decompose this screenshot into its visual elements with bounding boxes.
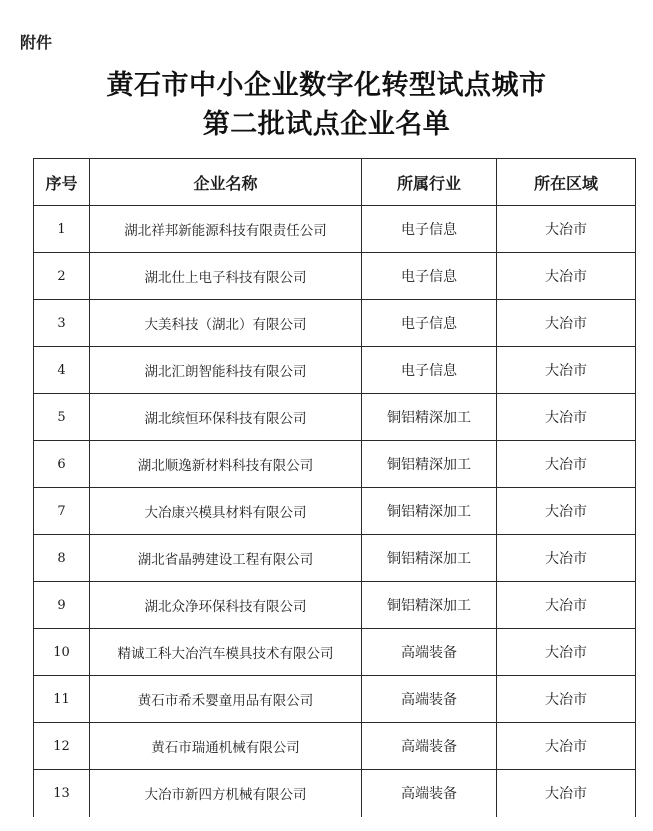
- cell-industry: 高端装备: [362, 629, 497, 676]
- cell-serial-number: 9: [34, 582, 90, 629]
- cell-serial-number: 6: [34, 441, 90, 488]
- header-region: 所在区域: [497, 159, 636, 206]
- table-row: [34, 535, 636, 582]
- cell-enterprise-name: 黄石市希禾婴童用品有限公司: [90, 676, 362, 723]
- cell-region: 大冶市: [497, 206, 636, 253]
- table-row: [34, 723, 636, 770]
- header-industry: 所属行业: [362, 159, 497, 206]
- table-row: [34, 676, 636, 723]
- cell-enterprise-name: 湖北汇朗智能科技有限公司: [90, 347, 362, 394]
- table-row: [34, 300, 636, 347]
- cell-industry: 铜铝精深加工: [362, 441, 497, 488]
- document-title-line-2: 第二批试点企业名单: [202, 109, 451, 140]
- cell-region: 大冶市: [497, 582, 636, 629]
- cell-serial-number: 11: [34, 676, 90, 723]
- cell-region: 大冶市: [497, 300, 636, 347]
- cell-serial-number: 5: [34, 394, 90, 441]
- cell-industry: 电子信息: [362, 253, 497, 300]
- header-enterprise-name: 企业名称: [90, 159, 362, 206]
- cell-industry: 高端装备: [362, 676, 497, 723]
- cell-serial-number: 1: [34, 206, 90, 253]
- cell-industry: 电子信息: [362, 300, 497, 347]
- cell-serial-number: 7: [34, 488, 90, 535]
- cell-region: 大冶市: [497, 253, 636, 300]
- cell-region: 大冶市: [497, 535, 636, 582]
- cell-region: 大冶市: [497, 770, 636, 817]
- cell-serial-number: 2: [34, 253, 90, 300]
- cell-serial-number: 13: [34, 770, 90, 817]
- cell-enterprise-name: 精诚工科大冶汽车模具技术有限公司: [90, 629, 362, 676]
- cell-industry: 高端装备: [362, 723, 497, 770]
- cell-region: 大冶市: [497, 629, 636, 676]
- attachment-label: 附件: [20, 33, 53, 52]
- table-row: [34, 629, 636, 676]
- cell-industry: 铜铝精深加工: [362, 535, 497, 582]
- table-row: [34, 206, 636, 253]
- cell-serial-number: 8: [34, 535, 90, 582]
- table-row: [34, 347, 636, 394]
- cell-industry: 铜铝精深加工: [362, 488, 497, 535]
- cell-region: 大冶市: [497, 488, 636, 535]
- cell-industry: 高端装备: [362, 770, 497, 817]
- header-serial-number: 序号: [34, 159, 90, 206]
- cell-enterprise-name: 湖北缤恒环保科技有限公司: [90, 394, 362, 441]
- cell-serial-number: 3: [34, 300, 90, 347]
- cell-industry: 电子信息: [362, 347, 497, 394]
- cell-region: 大冶市: [497, 676, 636, 723]
- table-header-row: [34, 159, 636, 206]
- cell-enterprise-name: 湖北顺逸新材料科技有限公司: [90, 441, 362, 488]
- cell-enterprise-name: 大冶康兴模具材料有限公司: [90, 488, 362, 535]
- cell-enterprise-name: 大冶市新四方机械有限公司: [90, 770, 362, 817]
- table-row: [34, 253, 636, 300]
- cell-enterprise-name: 大美科技（湖北）有限公司: [90, 300, 362, 347]
- cell-enterprise-name: 湖北省晶骋建设工程有限公司: [90, 535, 362, 582]
- cell-enterprise-name: 黄石市瑞通机械有限公司: [90, 723, 362, 770]
- cell-industry: 电子信息: [362, 206, 497, 253]
- table-row: [34, 394, 636, 441]
- cell-region: 大冶市: [497, 394, 636, 441]
- cell-industry: 铜铝精深加工: [362, 394, 497, 441]
- cell-enterprise-name: 湖北祥邦新能源科技有限责任公司: [90, 206, 362, 253]
- cell-serial-number: 4: [34, 347, 90, 394]
- table-row: [34, 582, 636, 629]
- enterprise-list-table: [33, 158, 636, 817]
- cell-enterprise-name: 湖北众净环保科技有限公司: [90, 582, 362, 629]
- cell-industry: 铜铝精深加工: [362, 582, 497, 629]
- document-title-line-1: 黄石市中小企业数字化转型试点城市: [106, 70, 547, 101]
- table-row: [34, 770, 636, 817]
- cell-serial-number: 10: [34, 629, 90, 676]
- table-row: [34, 441, 636, 488]
- cell-enterprise-name: 湖北仕上电子科技有限公司: [90, 253, 362, 300]
- table-row: [34, 488, 636, 535]
- cell-region: 大冶市: [497, 723, 636, 770]
- cell-serial-number: 12: [34, 723, 90, 770]
- cell-region: 大冶市: [497, 347, 636, 394]
- cell-region: 大冶市: [497, 441, 636, 488]
